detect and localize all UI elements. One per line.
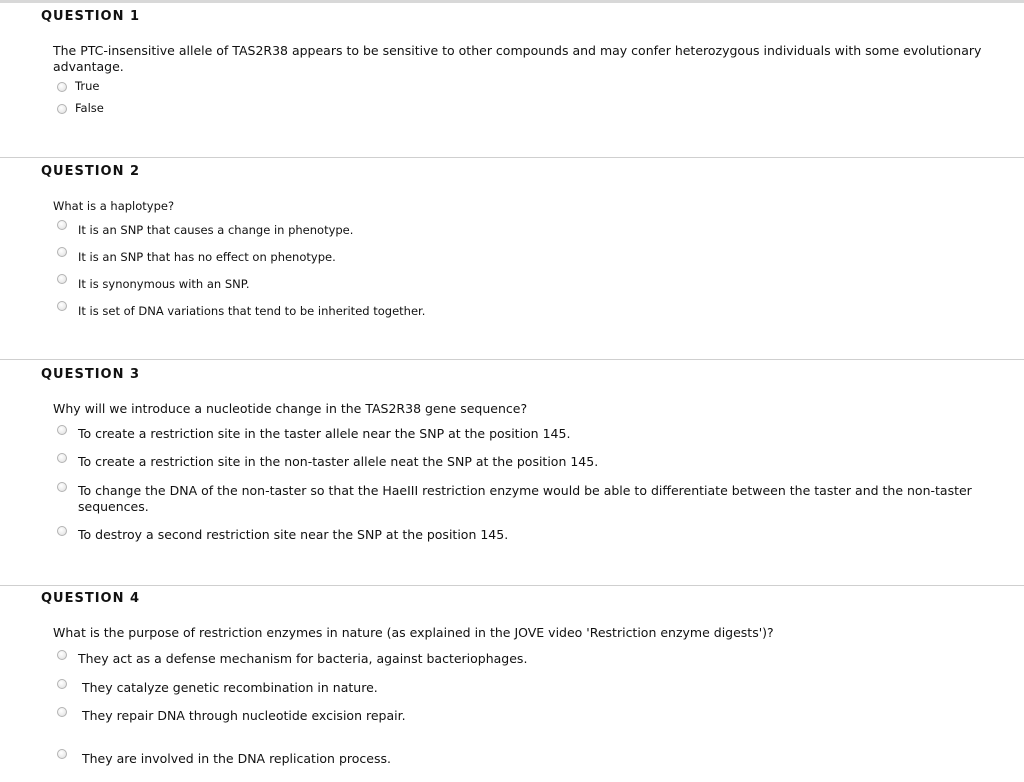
question-3-heading: QUESTION 3 <box>41 367 141 382</box>
q2-option-2-label[interactable]: It is an SNP that has no effect on phenotype. <box>78 250 336 264</box>
q1-option-2-label[interactable]: False <box>75 101 104 115</box>
q3-option-1-label[interactable]: To create a restriction site in the taster allele near the SNP at the position 145. <box>78 426 571 441</box>
q2-option-4-radio[interactable] <box>57 301 67 311</box>
q3-option-4-radio[interactable] <box>57 526 67 536</box>
q1-option-1-label[interactable]: True <box>75 79 100 93</box>
q4-option-1-label[interactable]: They act as a defense mechanism for bacteria, against bacteriophages. <box>78 651 528 666</box>
q4-option-2-label[interactable]: They catalyze genetic recombination in nature. <box>82 680 378 695</box>
q2-option-3-label[interactable]: It is synonymous with an SNP. <box>78 277 250 291</box>
q4-option-3-radio[interactable] <box>57 707 67 717</box>
question-2-text: What is a haplotype? <box>53 199 175 213</box>
q1-option-1-radio[interactable] <box>57 82 67 92</box>
q4-option-3-label[interactable]: They repair DNA through nucleotide excision repair. <box>82 708 406 723</box>
top-border <box>0 0 1024 3</box>
q3-option-3-label[interactable]: To change the DNA of the non-taster so that the HaeIII restriction enzyme would be able to differentiate between the taster and the non-taster sequences. <box>78 483 972 514</box>
question-4-heading: QUESTION 4 <box>41 591 141 606</box>
q3-option-2-label[interactable]: To create a restriction site in the non-taster allele neat the SNP at the position 145. <box>78 454 599 469</box>
question-3-text: Why will we introduce a nucleotide change in the TAS2R38 gene sequence? <box>53 401 528 416</box>
question-4-text: What is the purpose of restriction enzymes in nature (as explained in the JOVE video 'Restriction enzyme digests')? <box>53 625 774 640</box>
question-1-heading: QUESTION 1 <box>41 9 141 24</box>
q3-option-2-radio[interactable] <box>57 453 67 463</box>
question-1-text: The PTC-insensitive allele of TAS2R38 appears to be sensitive to other compounds and may confer heterozygous individuals with some evolutionary advantage. <box>53 43 982 74</box>
question-2-heading: QUESTION 2 <box>41 164 141 179</box>
q2-option-4-label[interactable]: It is set of DNA variations that tend to be inherited together. <box>78 304 426 318</box>
q4-option-2-radio[interactable] <box>57 679 67 689</box>
section-divider <box>0 157 1024 158</box>
q3-option-4-label[interactable]: To destroy a second restriction site near the SNP at the position 145. <box>78 527 509 542</box>
q2-option-1-label[interactable]: It is an SNP that causes a change in phenotype. <box>78 223 354 237</box>
q3-option-1-radio[interactable] <box>57 425 67 435</box>
q2-option-3-radio[interactable] <box>57 274 67 284</box>
section-divider <box>0 359 1024 360</box>
q4-option-4-label[interactable]: They are involved in the DNA replication process. <box>82 751 391 766</box>
q4-option-4-radio[interactable] <box>57 749 67 759</box>
q4-option-1-radio[interactable] <box>57 650 67 660</box>
section-divider <box>0 585 1024 586</box>
q2-option-1-radio[interactable] <box>57 220 67 230</box>
q1-option-2-radio[interactable] <box>57 104 67 114</box>
q3-option-3-radio[interactable] <box>57 482 67 492</box>
q2-option-2-radio[interactable] <box>57 247 67 257</box>
